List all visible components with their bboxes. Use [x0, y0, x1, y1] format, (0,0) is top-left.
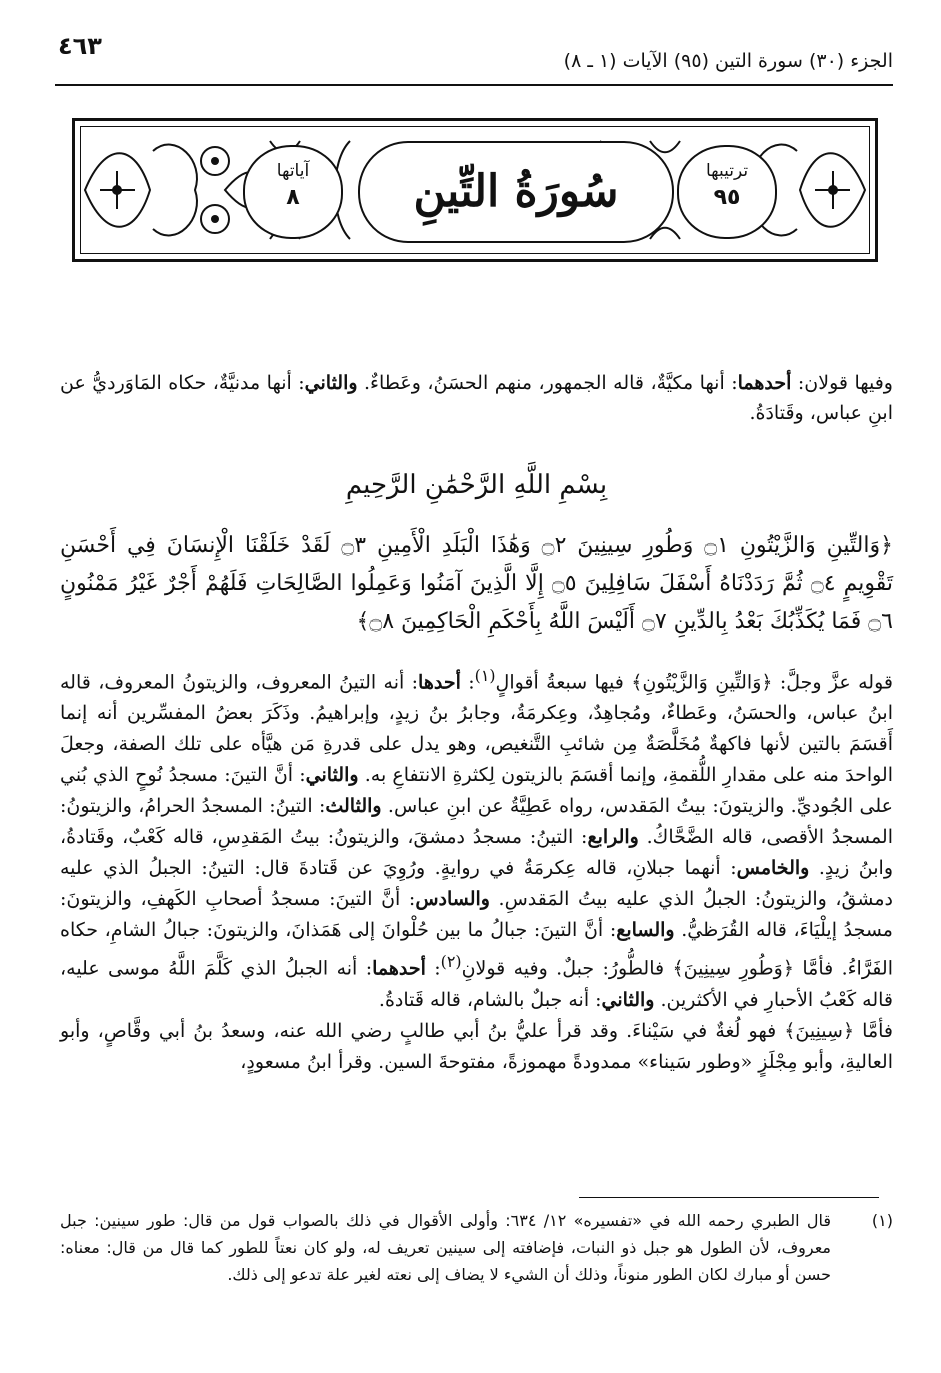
footnote-ref[interactable]: (١) — [474, 666, 496, 685]
commentary-text: : — [460, 671, 475, 694]
commentary-keyword: والثاني — [601, 988, 655, 1011]
order-label: ترتيبها — [705, 161, 749, 181]
commentary-keyword: والثالث — [325, 795, 382, 818]
commentary-keyword: والرابع — [587, 826, 639, 849]
surah-order-medallion — [677, 145, 777, 239]
commentary-text: : أنَّ التينَ: مسجدُ أصحابِ الكَهفِ، والزيتونَ: مسجدُ إيلْيَاءَ، قاله القُرَظيُّ. — [60, 888, 893, 942]
footnote-text: قال الطبري رحمه الله في «تفسيره» ١٢/ ٦٣٤: وأولى الأقوال في ذلك بالصواب قول من قال: طور سينين: جبل معروف، لأن الطول هو جبل ذو النبات، فإضافته إلى سينين تعريف له، ولو كان نعتاً للطور كما قال من قال: معناه: حسن أو مبارك لكان الطور منوناً، وذلك أن الشيء لا يضاف إلى نعته لغير علة تدعو إلى ذلك. — [60, 1211, 832, 1284]
intro-text: وفيها قولان: — [791, 372, 893, 394]
intro-text: : أنها مدنيَّةٌ، حكاه المَاوَرديُّ عن ابنِ عباس، وقَتادَةُ. — [60, 372, 893, 424]
commentary-keyword: أحدها — [418, 671, 461, 694]
intro-text: : أنها مكيَّةٌ، قاله الجمهور، منهم الحسَنُ، وعَطاءٌ. — [357, 372, 738, 394]
commentary-text: : أنَّ التينَ: جبالُ ما بين حُلْوانَ إلى هَمَذانَ، والزيتونَ: جبالُ الشامِ، حكاه الفَرَّاءُ. فأمَّا ﴿وَطُورِ سِينِينَ﴾ فالطُّورُ: جبلٌ. وفيه قولانِ — [60, 919, 893, 980]
ayat-label: آياتها — [276, 161, 310, 181]
basmala: بِسْمِ اللَّهِ الرَّحْمَٰنِ الرَّحِيمِ — [345, 470, 608, 500]
footnote-ref[interactable]: (٢) — [440, 952, 462, 972]
intro-keyword: أحدهما — [737, 372, 792, 394]
commentary-keyword: والخامس — [736, 857, 810, 880]
commentary-keyword: أحدهما — [372, 957, 426, 980]
header-rule — [55, 84, 893, 86]
ayat-value: ٨ — [286, 185, 300, 210]
commentary-text: : أنَّ التينَ: مسجدُ نُوحٍ الذي بُني على الجُوديِّ. والزيتونَ: بيتُ المَقدس، رواه عَطِيَّةُ عن ابنِ عباس. — [60, 764, 893, 818]
commentary-keyword: والسابع — [616, 919, 675, 942]
intro-paragraph — [60, 368, 893, 428]
commentary-paragraph: فأمَّا ﴿سِينِينَ﴾ فهو لُغةٌ في سَيْناءَ. وقد قرأ عليُّ بنُ أبي طالبٍ رضي الله عنه، وسعدُ بنُ أبي وقَّاصٍ، وأبو العاليةِ، وأبو مِجْلَزٍ «وطور سَيناء» ممدودةً مهموزةً، مفتوحةَ السين. وقرأ ابنُ مسعودٍ، — [60, 1019, 893, 1073]
commentary-text: : أنه الجبلُ الذي كَلَّمَ اللَّهُ موسى عليه، قاله كَعْبُ الأحبارِ في الأكثرين. — [60, 957, 893, 1011]
commentary-text: : أنهما جبلانِ، قاله عِكرمَةُ في روايةٍ. ورُوِيَ عن قَتادةَ قال: التينُ: الجبلُ الذي عليه دمشقُ، والزيتونُ: الجبلُ الذي عليه بيتُ المَقدسِ. — [60, 857, 893, 911]
surah-banner — [72, 118, 878, 262]
surah-title: سُورَةُ التِّينِ — [413, 166, 619, 217]
commentary-text: : أنه جبلٌ بالشام، قاله قَتادةُ. — [378, 988, 602, 1011]
running-head: الجزء (٣٠) سورة التين (٩٥) الآيات (١ ـ ٨) — [563, 50, 893, 72]
ayat-count-medallion — [243, 145, 343, 239]
commentary-text: : التينُ: مسجدُ دمشقَ، والزيتونُ: بيتُ المَقدِسِ، قاله كَعْبٌ، وقَتادةُ، وابنُ زيدٍ. — [60, 826, 893, 880]
page-number: ٤٦٣ — [58, 32, 102, 60]
commentary-text: : — [425, 957, 441, 980]
quran-verses: ﴿وَالتِّينِ وَالزَّيْتُونِ ۝١ وَطُورِ سِينِينَ ۝٢ وَهَٰذَا الْبَلَدِ الْأَمِينِ ۝٣ لَقَدْ خَلَقْنَا الْإِنسَانَ فِي أَحْسَنِ تَقْوِيمٍ ۝٤ ثُمَّ رَدَدْنَاهُ أَسْفَلَ سَافِلِينَ ۝٥ إِلَّا الَّذِينَ آمَنُوا وَعَمِلُوا الصَّالِحَاتِ فَلَهُمْ أَجْرٌ غَيْرُ مَمْنُونٍ ۝٦ فَمَا يُكَذِّبُكَ بَعْدُ بِالدِّينِ ۝٧ أَلَيْسَ اللَّهُ بِأَحْكَمِ الْحَاكِمِينَ ۝٨﴾ — [60, 533, 893, 634]
surah-title-cartouche — [358, 141, 674, 243]
commentary-keyword: والثاني — [305, 764, 359, 787]
commentary-keyword: والسادس — [415, 888, 490, 911]
footnote-rule — [579, 1197, 879, 1198]
commentary-text: : أنه التينُ المعروف، والزيتونُ المعروف، قاله ابنُ عباس، والحسَنُ، وعَطاءٌ، ومُجاهِدٌ، وعِكرمَةُ، وجابرُ بنُ زيدٍ، وإبراهيمُ. وذَكَرَ بعضُ المفسِّرين أنه إنما أَقسَمَ بالتين لأنها فاكهةٌ مُخَلَّصَةٌ مِن شائبِ التَّنغيص، وهو يدل على قدرةِ مَن هيَّأه على تلك الصفة، وجعلَ الواحدَ منه على مقدارِ اللُّقمةِ، وإنما أقسَمَ بالزيتون لِكثرةِ الانتفاعِ به. — [60, 671, 893, 787]
footnote-number: (١) — [871, 1211, 893, 1230]
intro-keyword: والثاني — [304, 372, 358, 394]
commentary-text: قوله عزَّ وجلَّ: ﴿وَالتِّينِ وَالزَّيْتُونِ﴾ فيها سبعةُ أقوالٍ — [495, 671, 893, 694]
footnote — [60, 1207, 893, 1288]
order-value: ٩٥ — [713, 185, 741, 210]
commentary-paragraph — [60, 660, 893, 1016]
commentary — [60, 660, 893, 1078]
commentary-text: : التينُ: المسجدُ الحرامُ، والزيتونُ: المسجدُ الأقصى، قاله الضَّحَّاكُ. — [60, 795, 893, 849]
